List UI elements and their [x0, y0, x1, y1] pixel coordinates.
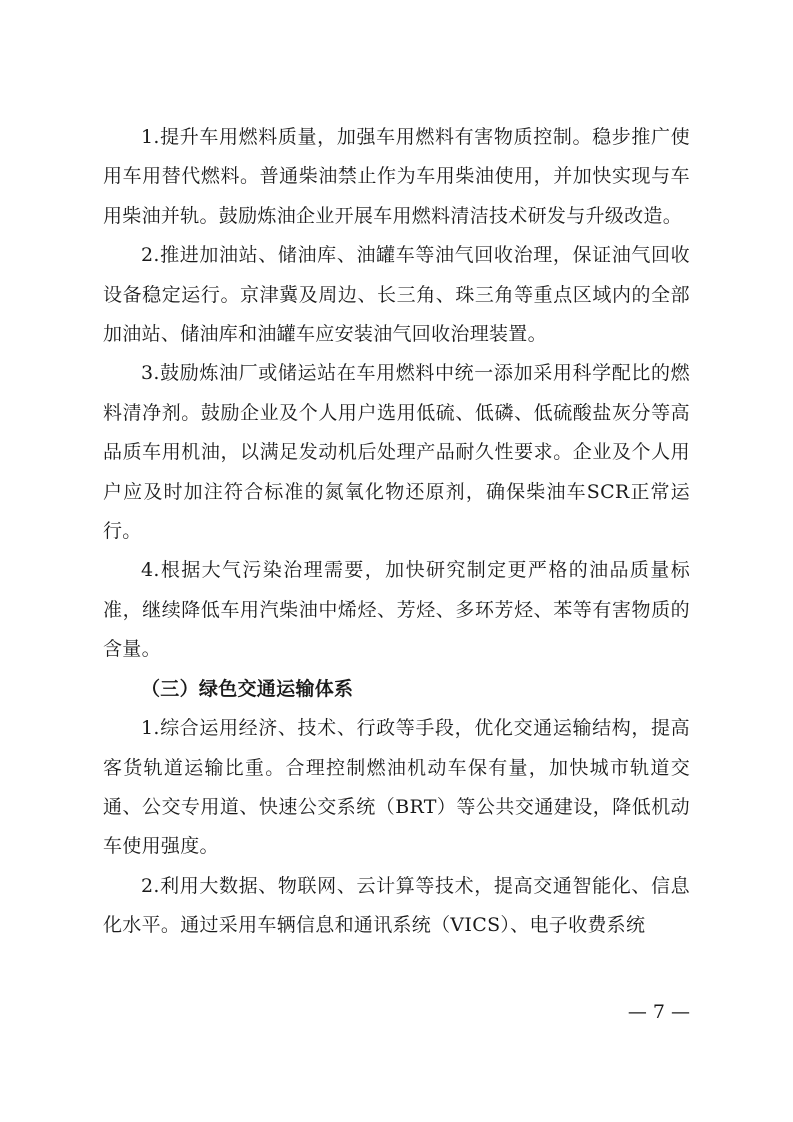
page-number: — 7 — [627, 1001, 690, 1023]
document-page [103, 118, 690, 946]
paragraph-fuel-additives: 3.鼓励炼油厂或储运站在车用燃料中统一添加采用科学配比的燃料清净剂。鼓励企业及个人用户选用低硫、低磷、低硫酸盐灰分等高品质车用机油，以满足发动机后处理产品耐久性要求。企业及个人用户应及时加注符合标准的氮氧化物还原剂，确保柴油车SCR正常运行。 [103, 362, 690, 543]
paragraph-fuel-quality: 1.提升车用燃料质量，加强车用燃料有害物质控制。稳步推广使用车用替代燃料。普通柴油禁止作为车用柴油使用，并加快实现与车用柴油并轨。鼓励炼油企业开展车用燃料清洁技术研发与升级改造。 [103, 126, 690, 227]
section-heading: （三）绿色交通运输体系 [141, 677, 354, 700]
paragraph-oil-standards: 4.根据大气污染治理需要，加快研究制定更严格的油品质量标准，继续降低车用汽柴油中烯烃、芳烃、多环芳烃、苯等有害物质的含量。 [103, 559, 690, 661]
paragraph-transport-structure: 1.综合运用经济、技术、行政等手段，优化交通运输结构，提高客货轨道运输比重。合理控制燃油机动车保有量，加快城市轨道交通、公交专用道、快速公交系统（BRT）等公共交通建设，降低机动车使用强度。 [103, 717, 690, 858]
paragraph-vapor-recovery: 2.推进加油站、储油库、油罐车等油气回收治理，保证油气回收设备稳定运行。京津冀及周边、长三角、珠三角等重点区域内的全部加油站、储油库和油罐车应安装油气回收治理装置。 [103, 244, 690, 346]
paragraph-smart-transport: 2.利用大数据、物联网、云计算等技术，提高交通智能化、信息化水平。通过采用车辆信息和通讯系统（VICS）、电子收费系统 [103, 874, 690, 937]
